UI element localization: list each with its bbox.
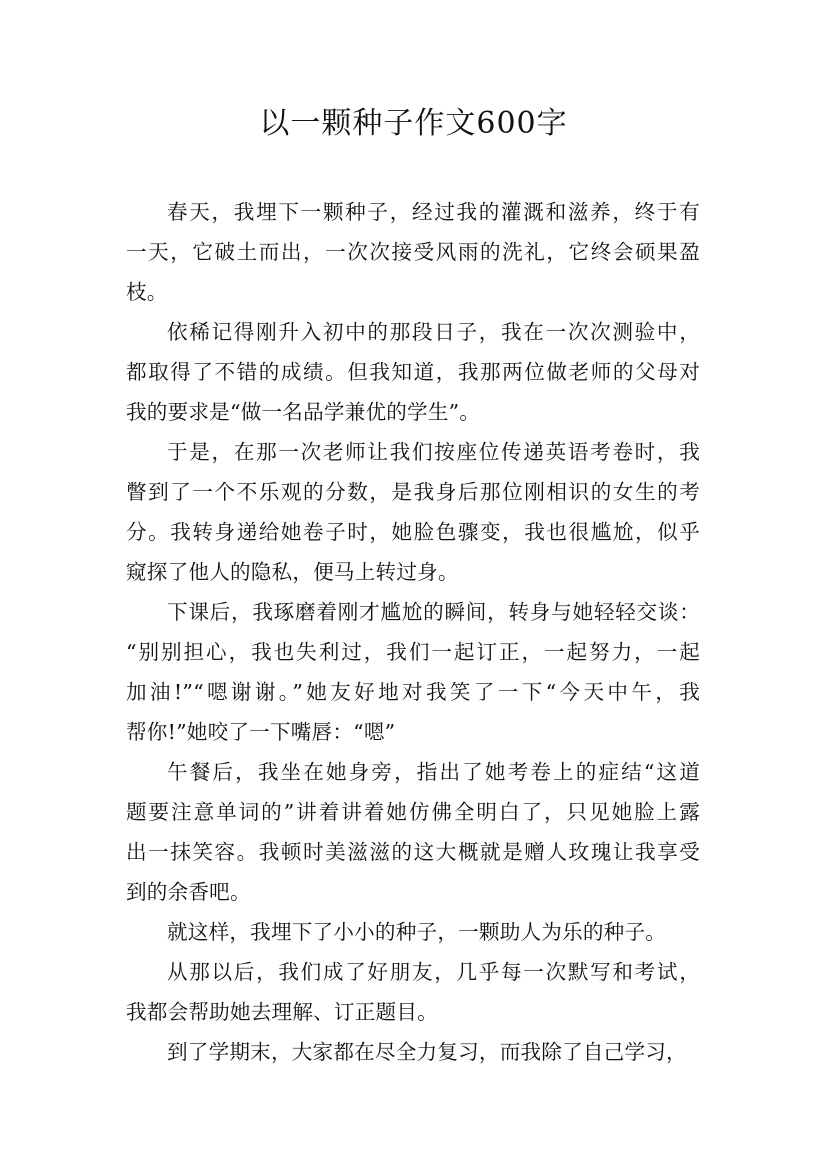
text-line: “别别担心，我也失利过，我们一起订正，一起努力，一起 bbox=[126, 640, 700, 664]
text-line: 春天，我埋下一颗种子，经过我的灌溉和滋养，终于有 bbox=[167, 200, 700, 224]
text-line: 就这样，我埋下了小小的种子，一颗助人为乐的种子。 bbox=[167, 920, 667, 944]
text-line: 一天，它破土而出，一次次接受风雨的洗礼，它终会硕果盈 bbox=[126, 240, 700, 264]
paragraph-7 bbox=[126, 958, 700, 1026]
text-line: 到的余香吧。 bbox=[126, 880, 251, 904]
text-line: 下课后，我琢磨着刚才尴尬的瞬间，转身与她轻轻交谈： bbox=[167, 600, 700, 624]
paragraph-6 bbox=[126, 918, 700, 946]
paragraph-2 bbox=[126, 318, 700, 426]
text-line: 帮你!”她咬了一下嘴唇：“嗯” bbox=[126, 720, 396, 744]
text-line: 出一抹笑容。我顿时美滋滋的这大概就是赠人玫瑰让我享受 bbox=[126, 840, 700, 864]
paragraph-8 bbox=[126, 1038, 700, 1066]
text-line: 我都会帮助她去理解、订正题目。 bbox=[126, 1000, 438, 1024]
text-line: 瞥到了一个不乐观的分数，是我身后那位刚相识的女生的考 bbox=[126, 480, 700, 504]
text-line: 从那以后，我们成了好朋友，几乎每一次默写和考试， bbox=[167, 960, 700, 984]
text-line: 都取得了不错的成绩。但我知道，我那两位做老师的父母对 bbox=[126, 360, 700, 384]
paragraph-3 bbox=[126, 438, 700, 586]
text-line: 于是，在那一次老师让我们按座位传递英语考卷时，我 bbox=[167, 440, 700, 464]
text-line: 到了学期末，大家都在尽全力复习，而我除了自己学习， bbox=[167, 1040, 687, 1064]
text-line: 加油!”“嗯谢谢。”她友好地对我笑了一下“今天中午，我 bbox=[126, 680, 700, 704]
paragraph-5 bbox=[126, 758, 700, 906]
text-line: 午餐后，我坐在她身旁，指出了她考卷上的症结“这道 bbox=[167, 760, 700, 784]
text-line: 枝。 bbox=[126, 280, 168, 304]
text-line: 依稀记得刚升入初中的那段日子，我在一次次测验中， bbox=[167, 320, 700, 344]
text-line: 题要注意单词的”讲着讲着她仿佛全明白了，只见她脸上露 bbox=[126, 800, 700, 824]
text-line: 窥探了他人的隐私，便马上转过身。 bbox=[126, 560, 459, 584]
text-line: 我的要求是“做一名品学兼优的学生”。 bbox=[126, 400, 481, 424]
paragraph-1 bbox=[126, 198, 700, 306]
document-title: 以一颗种子作文600字 bbox=[259, 106, 568, 141]
paragraph-4 bbox=[126, 598, 700, 746]
text-line: 分。我转身递给她卷子时，她脸色骤变，我也很尴尬，似乎 bbox=[126, 520, 700, 544]
essay-body bbox=[126, 198, 700, 1078]
